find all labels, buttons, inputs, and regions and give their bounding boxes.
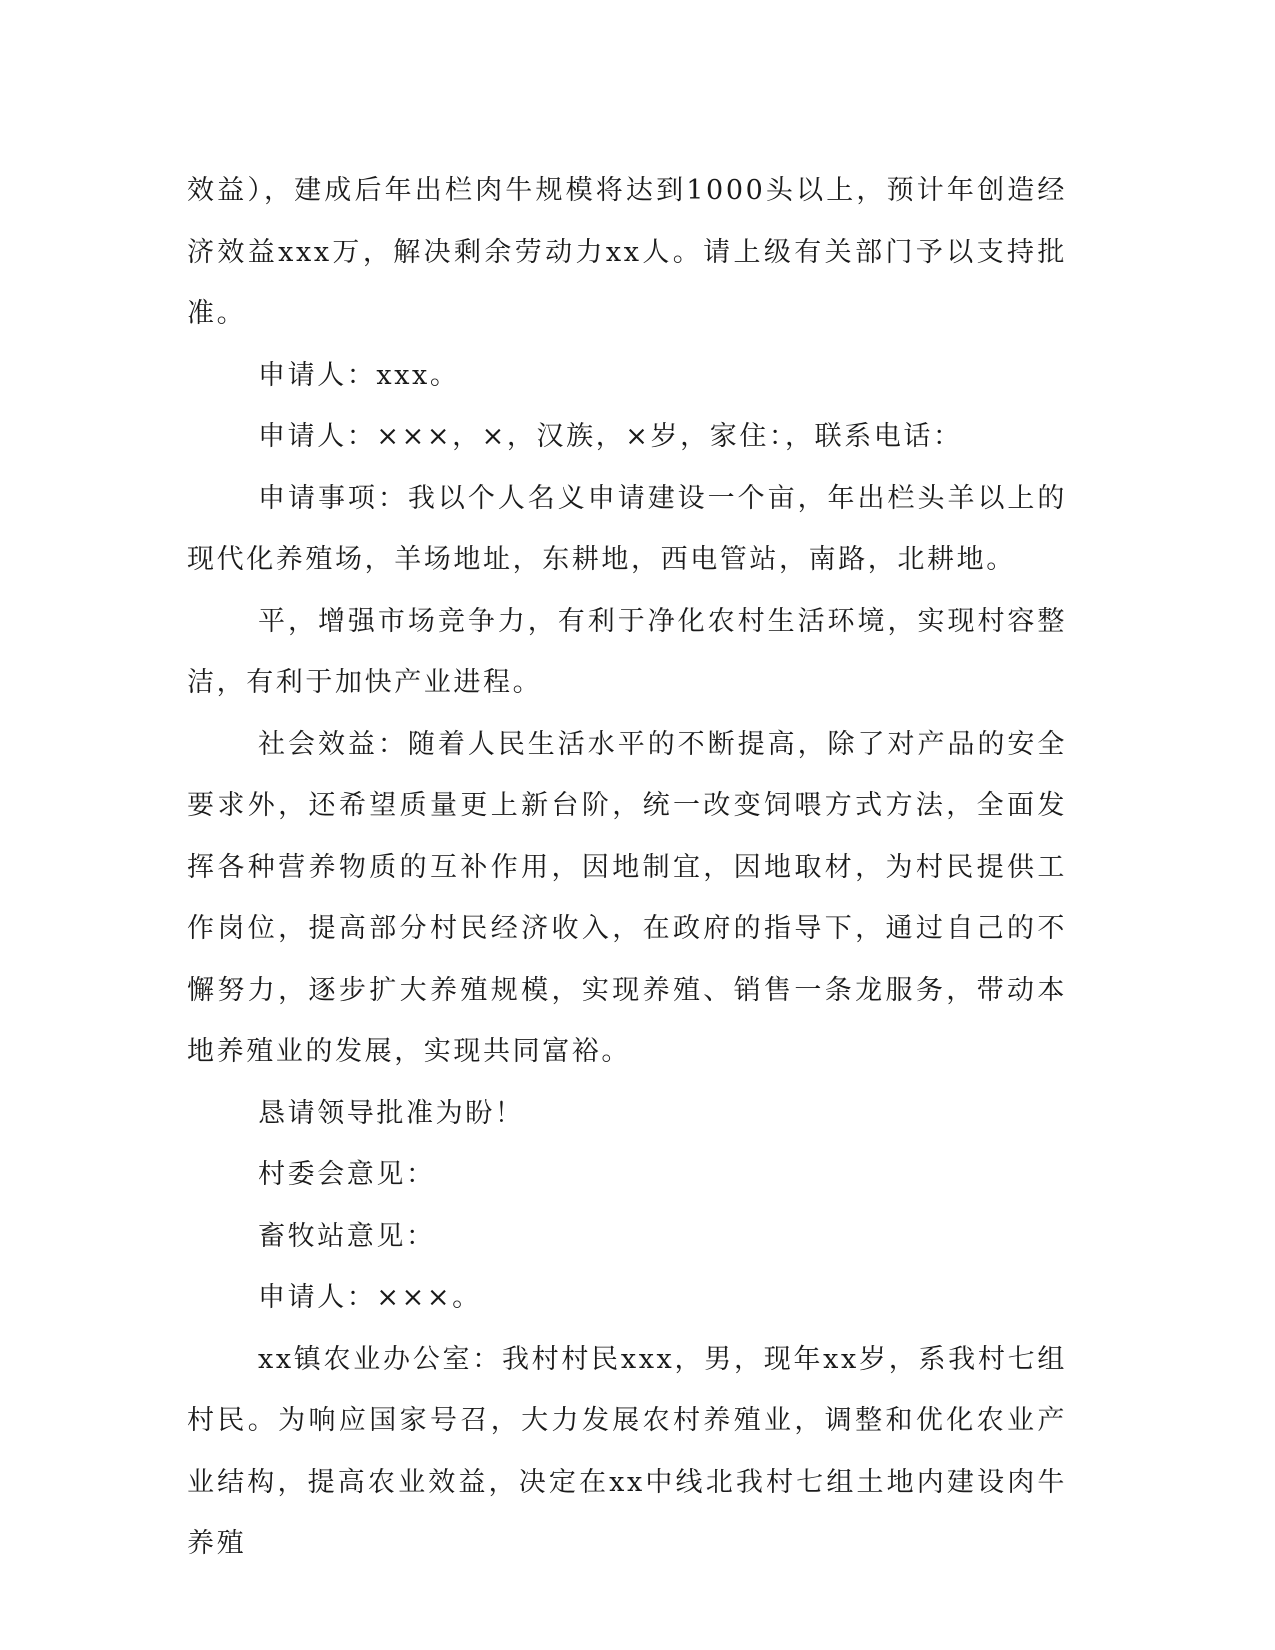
paragraph-application-matter: 申请事项：我以个人名义申请建设一个亩，年出栏头羊以上的现代化养殖场，羊场地址，东耕地，西电管站，南路，北耕地。 [187, 482, 1067, 575]
paragraph-applicant-short: 申请人：xxx。 [258, 359, 460, 391]
paragraph-applicant-signature: 申请人：×××。 [258, 1282, 482, 1313]
paragraph-agriculture-office-letter: xx镇农业办公室：我村村民xxx，男，现年xx岁，系我村七组村民。为响应国家号召，大力发展农村养殖业，调整和优化农业产业结构，提高农业效益，决定在xx中线北我村七组土地内建设肉牛养殖 [187, 1343, 1067, 1559]
paragraph-social-benefits: 社会效益：随着人民生活水平的不断提高，除了对产品的安全要求外，还希望质量更上新台阶，统一改变饲喂方式方法，全面发挥各种营养物质的互补作用，因地制宜，因地取材，为村民提供工作岗位，提高部分村民经济收入，在政府的指导下，通过自己的不懈努力，逐步扩大养殖规模，实现养殖、销售一条龙服务，带动本地养殖业的发展，实现共同富裕。 [187, 728, 1067, 1067]
paragraph-benefits-continued: 效益），建成后年出栏肉牛规模将达到1000头以上，预计年创造经济效益xxx万，解决剩余劳动力xx人。请上级有关部门予以支持批准。 [187, 175, 1067, 329]
paragraph-request-approval: 恳请领导批准为盼！ [258, 1097, 525, 1129]
paragraph-village-committee-opinion: 村委会意见： [258, 1159, 436, 1190]
paragraph-livestock-station-opinion: 畜牧站意见： [258, 1220, 436, 1252]
document-body [187, 160, 1067, 1575]
paragraph-competitiveness: 平，增强市场竞争力，有利于净化农村生活环境，实现村容整洁，有利于加快产业进程。 [187, 605, 1067, 698]
paragraph-applicant-details: 申请人：×××，×，汉族，×岁，家住：，联系电话： [258, 421, 963, 452]
